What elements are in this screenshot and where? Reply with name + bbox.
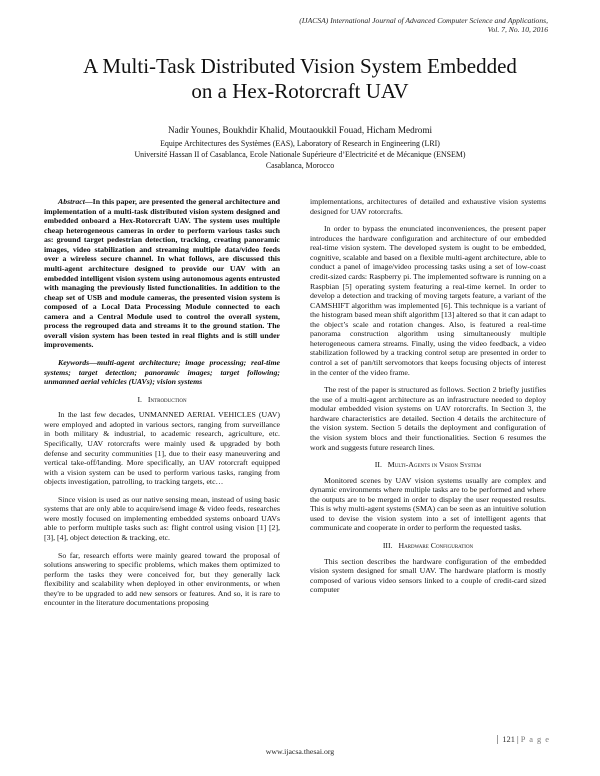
journal-header: [299, 16, 548, 34]
page-number-value: 121: [502, 735, 515, 744]
paragraph: This section describes the hardware configuration of the embedded vision system designed for small UAV. The hardware platform is mostly composed of various video sensors linked to a couple of credit-card sized computer: [310, 556, 546, 595]
section-number: III.: [382, 541, 393, 550]
title-line-2: on a Hex-Rotorcraft UAV: [191, 78, 409, 103]
keywords-label: Keywords: [58, 358, 90, 367]
left-column: [44, 197, 280, 616]
right-column: [310, 197, 546, 603]
affiliation-line-2: Université Hassan II of Casablanca, Ecole Nationale Supérieure d’Electricité et de Mécanique (ENSEM): [134, 149, 466, 159]
paragraph: Since vision is used as our native sensing mean, instead of using basic systems that are only able to acquire/send image & video feeds, researches were mostly focused on implementing embedded systems onboard UAVs able to perform multiple tasks such as: flight control using vision [1] [2], [3], [4], object detection & tracking, etc.: [44, 494, 280, 542]
title-line-1: A Multi-Task Distributed Vision System Embedded: [83, 54, 517, 78]
footer-url: www.ijacsa.thesai.org: [265, 747, 335, 756]
author-list: Nadir Younes, Boukhdir Khalid, Moutaoukkil Fouad, Hicham Medromi: [167, 125, 433, 135]
journal-volume: Vol. 7, No. 10, 2016: [487, 25, 548, 35]
paragraph: In order to bypass the enunciated inconveniences, the present paper introduces the hardware configuration and architecture of our embedded real-time vision system. The developed system is ought to be embedded, cognitive, scalable and based on a flexible multi-agent architecture, able to conduct a panel of image/video processing tasks using a set of low-coast credit-sized cards: Raspberry pi. The implemented software is running on a Raspbian [5] operating system featuring a real-time kernel. In order to develop a detection and tracking of moving targets feature, a variant of the CAMSHIFT algorithm was implemented [6]. This technique is a variant of the histogram based mean shift algorithm [13] altered so that it can adapt to the object’s scale and rotation changes. Also, is featured a real-time panorama construction algorithm using simultaneously multiple heterogeneous camera streams. Finally, using the video feedback, a video stabilization followed by a tracking control setup are presented in order to control a set of pan/tilt servomotors that keeps focusing objects of interest in the center of the video frame.: [310, 224, 546, 377]
paragraph: Monitored scenes by UAV vision systems usually are complex and dynamic environments where multiple tasks are to be performed and where the outputs are to be merged in order to display the user requested results. This is why multi-agent systems (SMA) can be seen as an intuitive solution used to devise the vision system into a set of intelligent agents that communicate and cooperate in order to perform the requested tasks.: [310, 475, 546, 533]
journal-name: (IJACSA) International Journal of Advanced Computer Science and Applications,: [299, 16, 548, 25]
affiliation-line-1: Equipe Architectures des Systèmes (EAS), Laboratory of Research in Engineering (LRI): [160, 139, 440, 148]
page-label: P a g e: [520, 735, 550, 744]
abstract-label: Abstract: [58, 197, 85, 206]
abstract-text: —In this paper, are presented the general architecture and implementation of a multi-task distributed vision system designed and embedded onboard a Hex-Rotorcraft UAV. The system uses multiple cheap heterogeneous cameras in order to perform various tasks such as: ground target pedestrian detection, tracking, creating panoramic images, video stabilization and streaming multiple data/video feeds over a wireless secure channel. In what follows, are discussed this multi-agent architecture designed to provide our UAV with an embedded intelligent vision system using autonomous agents entrusted with managing the previously listed functionalities. In addition to the cheap set of USB and module cameras, the presented vision system is composed of a Local Data Processing Module connected to each camera and a Central Module used to control the overall system, process the regrouped data and streams it to the ground station. The overall vision system has been tested in real flights and is still under improvements.: [44, 197, 280, 350]
paragraph: In the last few decades, UNMANNED AERIAL VEHICLES (UAV) were employed and adopted in various sectors, ranging from surveillance in both military & industrial, to academic research, agriculture, etc. Specifically, UAV rotorcrafts were mainly used & upgraded by both defense and security communities [1], due to their easy maneuvering and vertical take-off/landing. More specifically, an UAV rotorcraft equipped with a vision system can be used to perform various tasks, ranging from objects investigation, patrolling, to tracking targets, etc…: [44, 410, 280, 487]
page-number: 121 | P a g e: [497, 735, 550, 744]
section-number: II.: [374, 460, 382, 470]
section-title: Introduction: [147, 394, 187, 404]
section-heading-hardware: [310, 541, 546, 551]
affiliation-line-3: Casablanca, Morocco: [265, 160, 335, 170]
keywords: [44, 358, 280, 387]
section-title: Hardware Configuration: [398, 541, 474, 550]
paragraph: So far, research efforts were mainly geared toward the proposal of solutions answering to specific problems, which makes them optimized to perform the tasks they were conceived for, but they generally lack flexibility and scalability when deployed in other environments, or when they're to be upgraded to add new sensors or features. And so, it is rare to encounter in the literature documentations proposing: [44, 550, 280, 608]
abstract: [44, 197, 280, 350]
paragraph: implementations, architectures of detailed and exhaustive vision systems designed for UAV rotorcrafts.: [310, 197, 546, 216]
section-title: Multi-Agents in Vision System: [387, 460, 482, 470]
keywords-text: —multi-agent architecture; image processing; real-time systems; target detection; panoramic images; target following; unmanned aerial vehicles (UAVs); vision systems: [44, 358, 280, 387]
paragraph: The rest of the paper is structured as follows. Section 2 briefly justifies the use of a multi-agent architecture as an infrastructure needed to deploy modular embedded vision systems on UAV rotorcrafts. In Section 3, the hardware characteristics are detailed. Section 4 details the architecture of the vision system. Section 5 details the deployment and configuration of the vision system blocs and their functionalities. Section 6 resumes the work and suggests future research lines.: [310, 385, 546, 452]
paper-title: [50, 54, 550, 104]
affiliation: [40, 139, 560, 171]
section-number: I.: [137, 394, 142, 404]
section-heading-introduction: [44, 395, 280, 405]
section-heading-multi-agents: [310, 460, 546, 470]
